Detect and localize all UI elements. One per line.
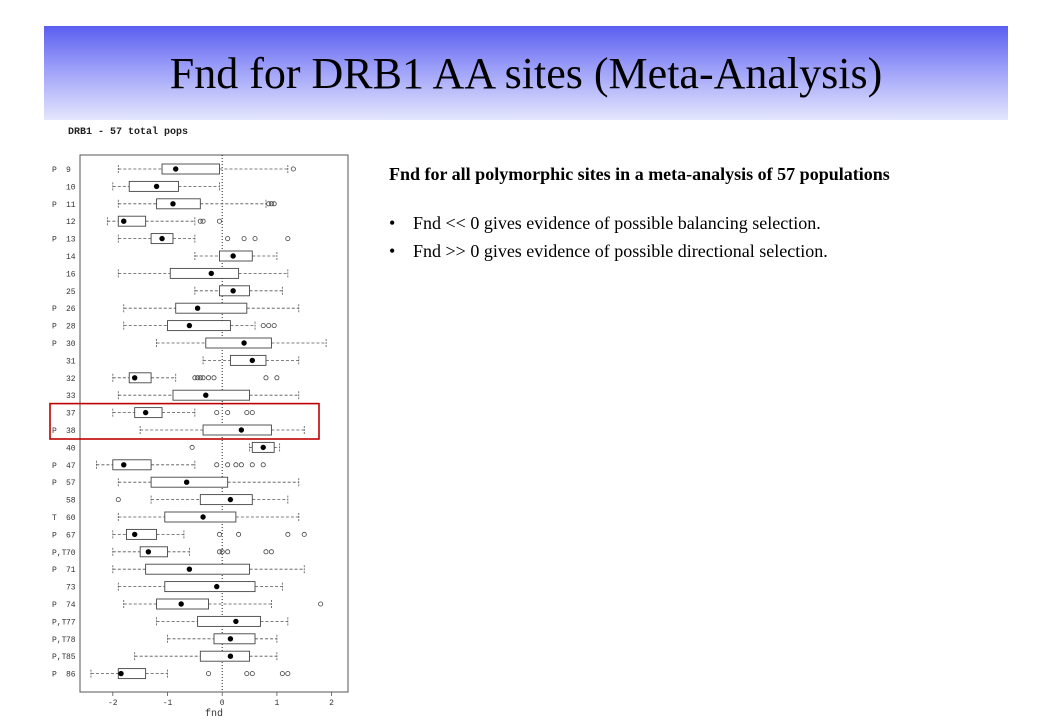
outlier-point: [190, 445, 194, 449]
site-flag: P: [52, 461, 57, 471]
median-point: [159, 236, 164, 241]
site-row: [66, 216, 222, 227]
site-label: 31: [66, 357, 76, 367]
median-point: [209, 271, 214, 276]
outlier-point: [242, 237, 246, 241]
outlier-point: [286, 532, 290, 536]
site-label: 58: [66, 496, 76, 506]
outlier-point: [267, 324, 271, 328]
outlier-point: [250, 411, 254, 415]
outlier-point: [226, 237, 230, 241]
site-label: 25: [66, 287, 76, 297]
outlier-point: [116, 498, 120, 502]
site-label: 38: [66, 427, 76, 436]
site-row: [52, 599, 323, 610]
site-label: 73: [66, 583, 76, 593]
site-flag: P: [52, 566, 57, 576]
median-point: [143, 410, 148, 415]
outlier-point: [212, 376, 216, 380]
site-label: 40: [66, 444, 76, 454]
outlier-point: [234, 463, 238, 467]
chart-title: DRB1 - 57 total pops: [68, 127, 189, 138]
iqr-box: [200, 651, 249, 661]
median-point: [233, 619, 238, 624]
site-flag: P,T: [52, 635, 67, 645]
outlier-point: [226, 463, 230, 467]
site-row: [52, 321, 276, 332]
outlier-point: [201, 219, 205, 223]
outlier-point: [269, 550, 273, 554]
description-panel: [389, 158, 949, 265]
median-point: [121, 462, 126, 467]
outlier-point: [215, 411, 219, 415]
outlier-point: [245, 672, 249, 676]
site-label: 26: [66, 305, 76, 315]
iqr-box: [176, 303, 247, 313]
site-flag: P: [52, 322, 57, 332]
site-row: [66, 442, 280, 453]
outlier-point: [275, 376, 279, 380]
site-label: 28: [66, 322, 76, 332]
median-point: [154, 184, 159, 189]
outlier-point: [215, 463, 219, 467]
site-label: 32: [66, 374, 76, 384]
description-heading: Fnd for all polymorphic sites in a meta-analysis of 57 populations: [389, 164, 890, 184]
median-point: [200, 514, 205, 519]
site-label: 9: [66, 166, 71, 175]
site-row: [66, 495, 288, 506]
site-row: [52, 512, 299, 523]
site-flag: P,T: [52, 618, 67, 628]
outlier-point: [264, 376, 268, 380]
outlier-point: [280, 672, 284, 676]
outlier-point: [319, 602, 323, 606]
median-point: [170, 201, 175, 206]
site-flag: P: [52, 479, 57, 489]
iqr-box: [206, 338, 272, 348]
x-axis-label: fnd: [204, 709, 224, 720]
median-point: [230, 253, 235, 258]
median-point: [239, 427, 244, 432]
site-flag: P: [52, 531, 57, 541]
site-row: [52, 425, 304, 436]
site-label: 10: [66, 183, 76, 193]
site-flag: P,T: [52, 548, 67, 558]
site-flag: P: [52, 670, 57, 680]
median-point: [132, 375, 137, 380]
site-label: 70: [66, 548, 76, 558]
site-label: 85: [66, 653, 76, 663]
plot-frame: [80, 155, 348, 692]
site-row: [66, 268, 288, 279]
bullet-text: Fnd >> 0 gives evidence of possible directional selection.: [413, 241, 828, 261]
bullet-text: Fnd << 0 gives evidence of possible balancing selection.: [413, 213, 821, 233]
iqr-box: [146, 564, 250, 574]
bullet-balancing: [389, 209, 949, 237]
site-row: [52, 338, 326, 349]
site-label: 71: [66, 566, 76, 576]
iqr-box: [140, 547, 167, 557]
iqr-box: [162, 164, 219, 174]
outlier-point: [250, 463, 254, 467]
iqr-box: [230, 355, 266, 365]
site-row: [52, 651, 277, 662]
highlight-box: [50, 404, 319, 439]
x-tick-label: -2: [108, 699, 118, 708]
median-point: [184, 480, 189, 485]
site-label: 47: [66, 461, 76, 471]
iqr-box: [214, 634, 255, 644]
outlier-point: [206, 376, 210, 380]
site-flag: P: [52, 200, 57, 210]
site-row: [52, 616, 288, 627]
outlier-point: [272, 202, 276, 206]
iqr-box: [203, 425, 271, 435]
outlier-point: [245, 411, 249, 415]
median-point: [121, 219, 126, 224]
site-flag: P: [52, 340, 57, 349]
iqr-box: [151, 477, 228, 487]
median-point: [187, 323, 192, 328]
site-label: 78: [66, 635, 76, 645]
site-row: [52, 460, 265, 471]
median-point: [187, 567, 192, 572]
site-row: [66, 251, 277, 262]
outlier-point: [253, 237, 257, 241]
site-label: 37: [66, 409, 76, 419]
outlier-point: [237, 532, 241, 536]
median-point: [228, 636, 233, 641]
site-label: 12: [66, 218, 76, 228]
site-label: 16: [66, 270, 76, 280]
outlier-point: [217, 219, 221, 223]
median-point: [203, 393, 208, 398]
x-tick-label: -1: [162, 699, 173, 708]
outlier-point: [217, 532, 221, 536]
site-flag: P: [52, 166, 57, 175]
outlier-point: [302, 532, 306, 536]
site-row: [52, 234, 290, 245]
outlier-point: [291, 167, 295, 171]
boxplot-chart: [0, 0, 360, 720]
site-row: [66, 408, 254, 419]
site-label: 77: [66, 618, 76, 628]
median-point: [230, 288, 235, 293]
site-label: 11: [66, 200, 76, 210]
outlier-point: [239, 463, 243, 467]
median-point: [118, 671, 123, 676]
outlier-point: [261, 324, 265, 328]
outlier-point: [201, 376, 205, 380]
iqr-box: [129, 181, 178, 191]
site-label: 14: [66, 253, 76, 262]
site-row: [52, 547, 274, 558]
site-row: [66, 181, 219, 192]
site-row: [52, 634, 277, 645]
iqr-box: [168, 321, 231, 331]
iqr-box: [157, 199, 201, 209]
median-point: [195, 306, 200, 311]
site-row: [52, 477, 299, 488]
site-label: 86: [66, 670, 76, 680]
median-point: [228, 654, 233, 659]
site-row: [52, 303, 299, 314]
outlier-point: [226, 411, 230, 415]
outlier-point: [286, 237, 290, 241]
median-point: [261, 445, 266, 450]
median-point: [146, 549, 151, 554]
outlier-point: [206, 672, 210, 676]
iqr-box: [198, 616, 261, 626]
site-row: [66, 286, 282, 297]
outlier-point: [250, 672, 254, 676]
bullet-directional: [389, 237, 949, 265]
site-flag: P,T: [52, 653, 67, 663]
site-label: 33: [66, 392, 76, 402]
site-label: 67: [66, 531, 76, 541]
site-row: [66, 355, 299, 366]
bullet-dot: •: [389, 213, 396, 233]
site-row: [52, 564, 304, 575]
median-point: [178, 601, 183, 606]
site-flag: P: [52, 235, 57, 245]
site-flag: P: [52, 305, 57, 315]
outlier-point: [272, 324, 276, 328]
site-label: 13: [66, 235, 76, 245]
iqr-box: [219, 251, 252, 261]
x-tick-label: 2: [329, 699, 334, 708]
site-row: [52, 669, 290, 680]
iqr-box: [165, 512, 236, 522]
outlier-point: [286, 672, 290, 676]
site-label: 74: [66, 601, 76, 610]
site-label: 30: [66, 340, 76, 349]
median-point: [214, 584, 219, 589]
iqr-box: [173, 390, 250, 400]
iqr-box: [170, 268, 238, 278]
site-flag: P: [52, 427, 57, 436]
median-point: [228, 497, 233, 502]
x-tick-label: 1: [274, 699, 280, 708]
site-row: [66, 373, 279, 384]
slide-title: Fnd for DRB1 AA sites (Meta-Analysis): [169, 49, 883, 98]
site-row: [66, 390, 299, 401]
outlier-point: [264, 550, 268, 554]
site-label: 57: [66, 479, 76, 489]
outlier-point: [261, 463, 265, 467]
site-row: [52, 529, 306, 540]
median-point: [173, 166, 178, 171]
x-tick-label: 0: [219, 699, 225, 708]
median-point: [250, 358, 255, 363]
site-row: [66, 582, 282, 593]
iqr-box: [200, 495, 252, 505]
site-flag: P: [52, 601, 57, 610]
site-label: 60: [66, 514, 76, 523]
site-row: [52, 164, 295, 175]
bullet-dot: •: [389, 241, 396, 261]
outlier-point: [226, 550, 230, 554]
median-point: [132, 532, 137, 537]
iqr-box: [135, 408, 162, 418]
iqr-box: [165, 582, 255, 592]
site-flag: T: [52, 514, 57, 523]
median-point: [241, 340, 246, 345]
iqr-box: [113, 460, 151, 470]
site-row: [52, 199, 276, 210]
iqr-box: [126, 529, 156, 539]
